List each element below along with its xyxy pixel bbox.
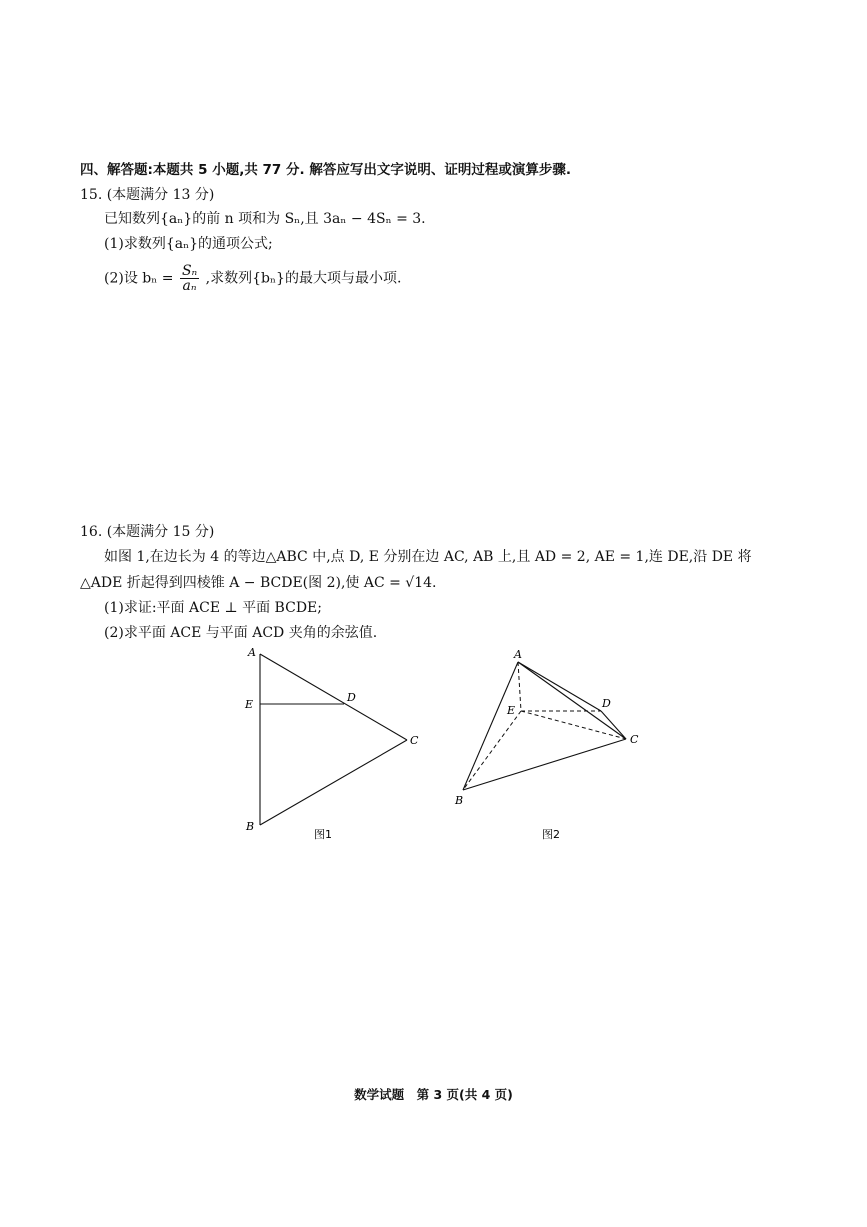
q16-stem-line1: 如图 1,在边长为 4 的等边△ABC 中,点 D, E 分别在边 AC, AB 上,且 AD = 2, AE = 1,连 DE,沿 DE 将 xyxy=(104,549,752,565)
fig2-label-D: D xyxy=(602,697,611,710)
q15-part2-prefix: (2)设 bₙ = xyxy=(104,270,174,287)
q15-part1: (1)求数列{aₙ}的通项公式; xyxy=(104,236,273,252)
section-heading: 四、解答题:本题共 5 小题,共 77 分. 解答应写出文字说明、证明过程或演算步骤. xyxy=(80,162,571,178)
fig2-caption: 图2 xyxy=(542,828,560,841)
fig1-label-E: E xyxy=(245,698,254,711)
figure-2 xyxy=(450,645,650,850)
fig1-label-B: B xyxy=(246,820,255,833)
fig2-label-B: B xyxy=(455,794,464,807)
fig1-label-A: A xyxy=(248,646,256,659)
q16-stem-line2: △ADE 折起得到四棱锥 A − BCDE(图 2),使 AC = √14. xyxy=(80,575,437,591)
q15-fraction-denominator: aₙ xyxy=(182,278,197,294)
q15-fraction-numerator: Sₙ xyxy=(181,263,198,279)
fig2-edge-DC xyxy=(601,711,626,739)
fig2-label-A: A xyxy=(514,648,522,661)
fig2-label-C: C xyxy=(630,733,639,746)
fig2-hidden-EC xyxy=(521,711,626,739)
fig1-edge-BC xyxy=(260,740,407,825)
q15-part2-suffix: ,求数列{bₙ}的最大项与最小项. xyxy=(205,270,402,287)
q16-part1: (1)求证:平面 ACE ⊥ 平面 BCDE; xyxy=(104,600,322,616)
q16-title: 16. (本题满分 15 分) xyxy=(80,524,215,540)
page-footer: 数学试题 第 3 页(共 4 页) xyxy=(354,1087,513,1102)
q15-title: 15. (本题满分 13 分) xyxy=(80,187,215,203)
q16-part2: (2)求平面 ACE 与平面 ACD 夹角的余弦值. xyxy=(104,625,378,641)
fig2-label-E: E xyxy=(507,704,516,717)
fig2-hidden-AE xyxy=(518,662,521,711)
fig1-edge-AC xyxy=(260,654,407,740)
fig2-edge-BC xyxy=(463,739,626,790)
figure-1 xyxy=(230,640,430,850)
q15-stem: 已知数列{aₙ}的前 n 项和为 Sₙ,且 3aₙ − 4Sₙ = 3. xyxy=(104,211,426,227)
fig1-caption: 图1 xyxy=(314,828,332,841)
q15-part2 xyxy=(104,264,401,293)
fig1-label-D: D xyxy=(347,691,356,704)
fig2-edge-AB xyxy=(463,662,518,790)
fig1-label-C: C xyxy=(410,734,419,747)
q15-fraction xyxy=(180,264,199,293)
fig2-edge-AD xyxy=(518,662,601,711)
